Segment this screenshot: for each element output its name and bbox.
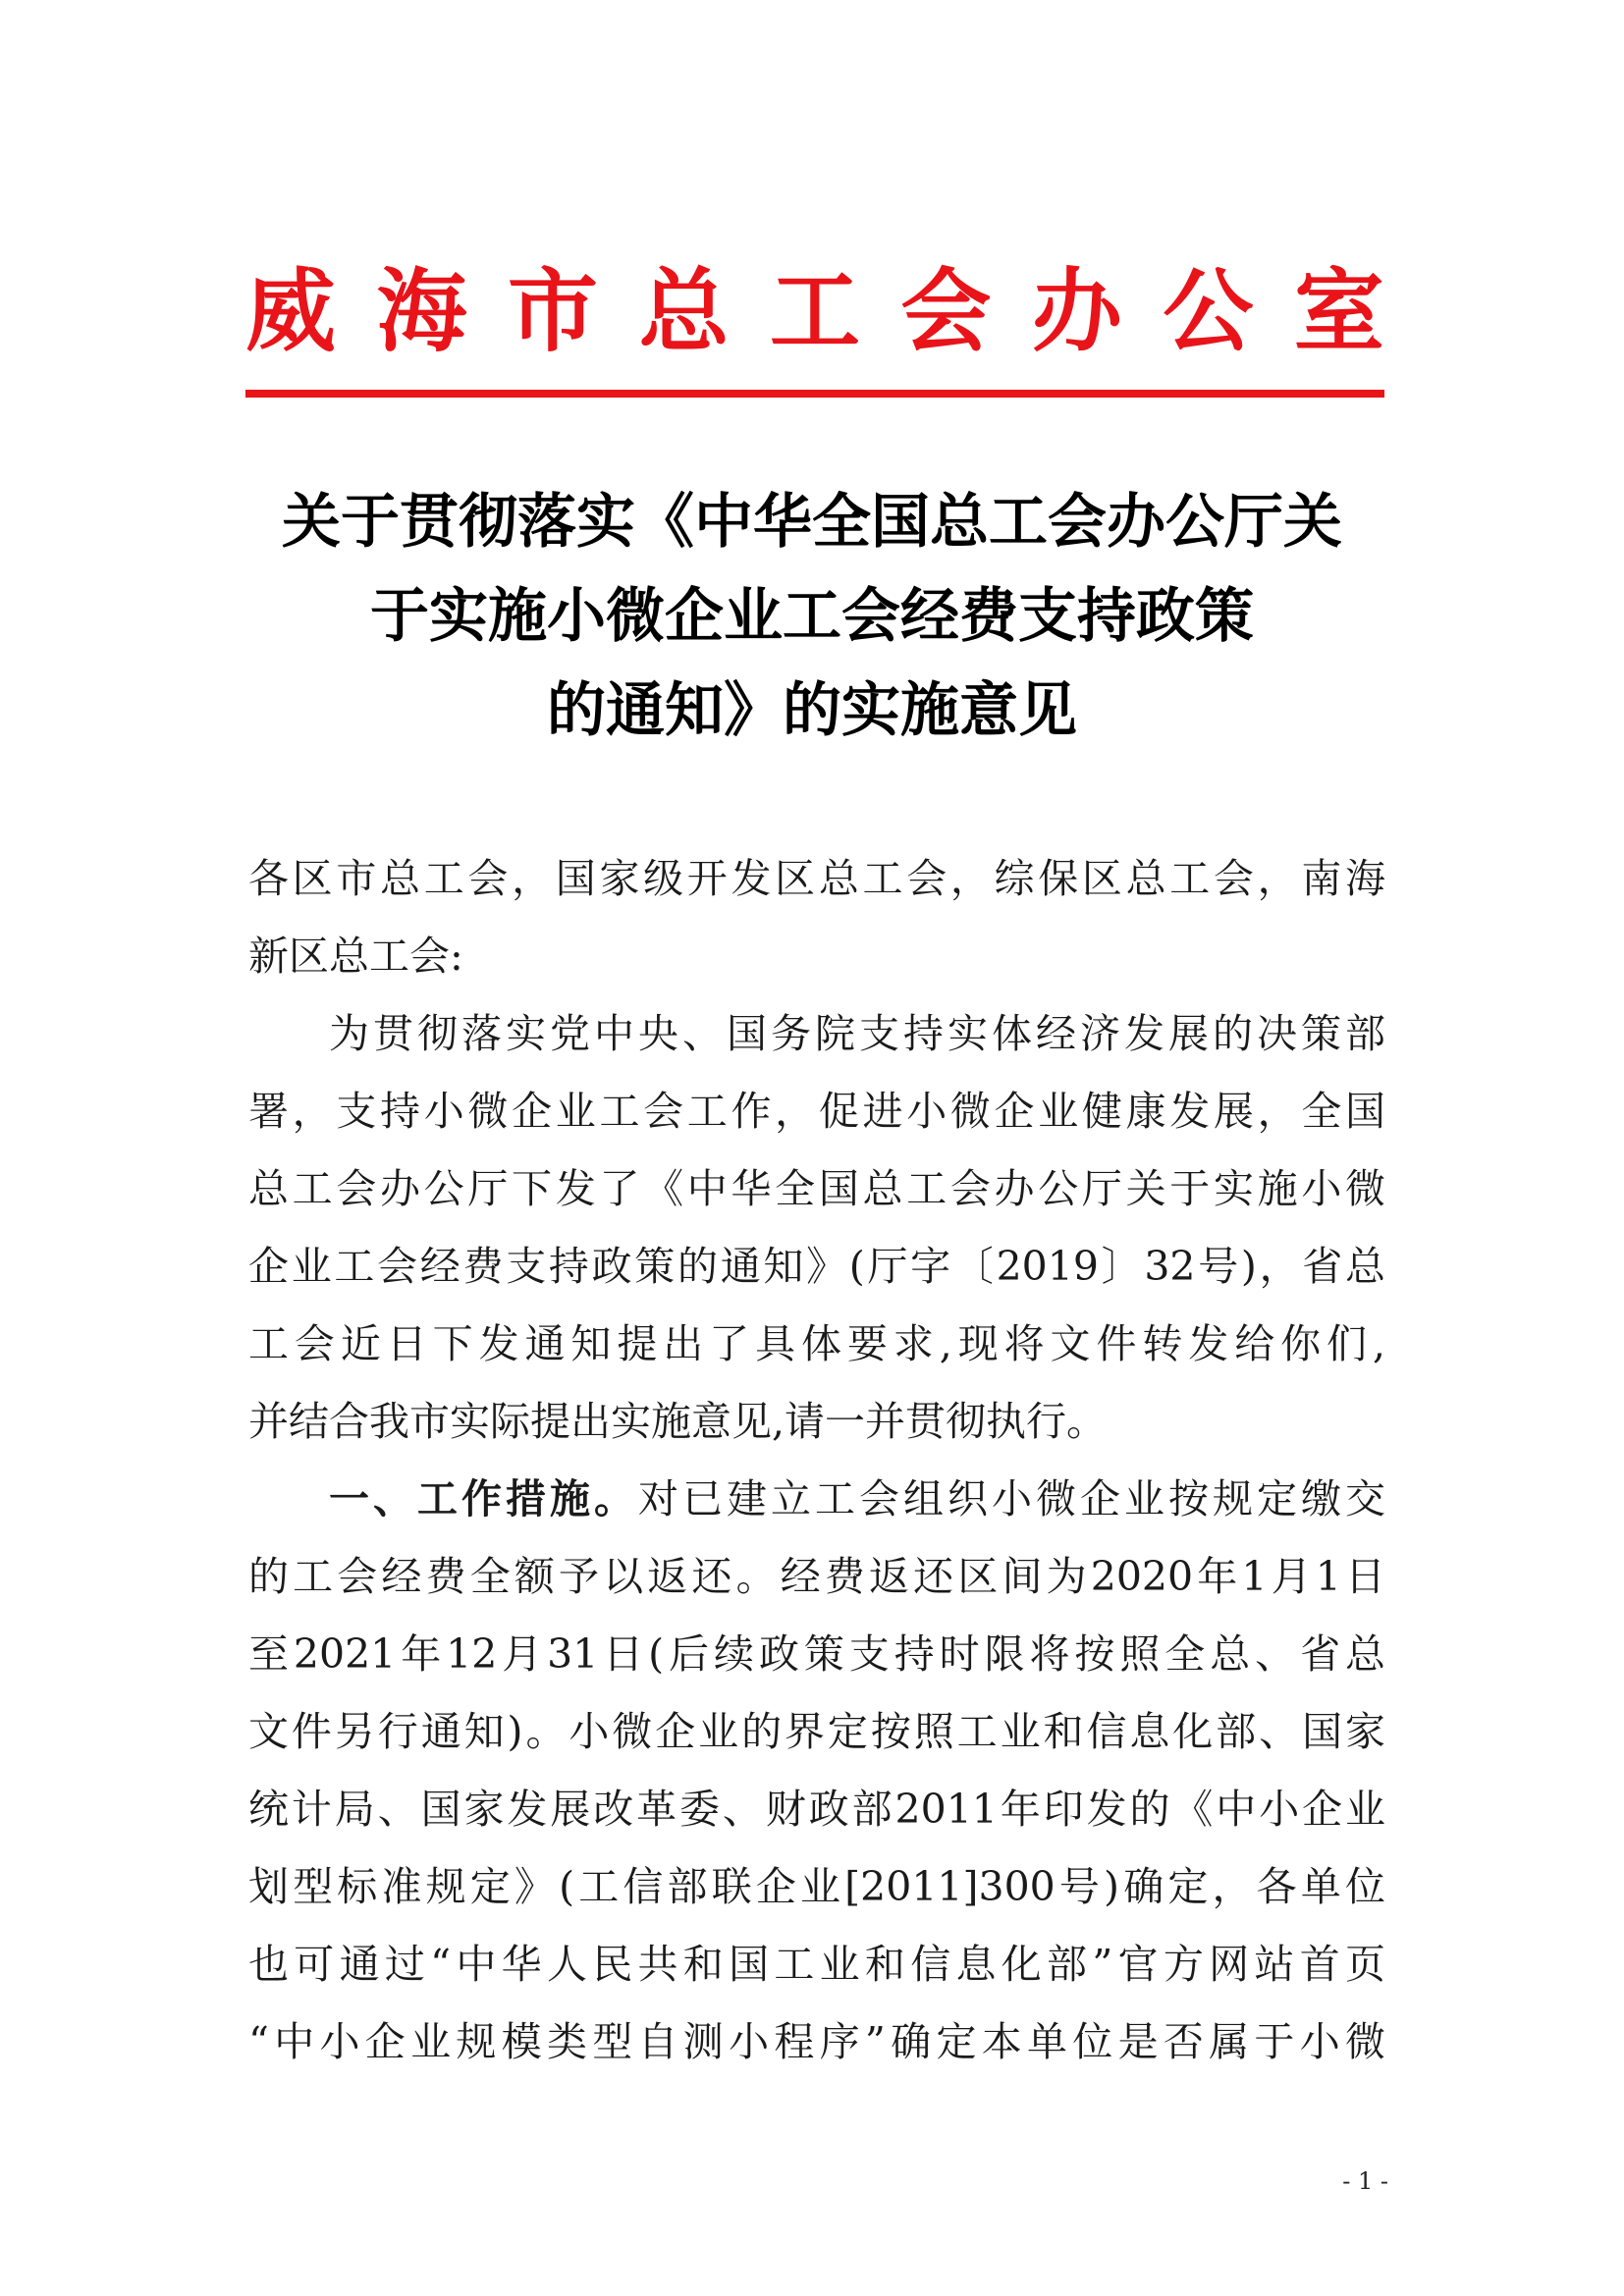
paragraph-line: 总工会办公厅下发了《中华全国总工会办公厅关于实施小微: [248, 1165, 1385, 1212]
paragraph-line: 为贯彻落实党中央、国务院支持实体经济发展的决策部: [329, 1010, 1385, 1057]
header-char: 室: [1293, 258, 1384, 364]
header-char: 海: [376, 258, 467, 364]
header-char: 会: [900, 258, 992, 364]
section-first-line: [248, 1461, 1385, 1538]
paragraph-line: 划型标准规定》(工信部联企业[2011]300号)确定，各单位: [248, 1863, 1385, 1910]
salutation-line: 各区市总工会，国家级开发区总工会，综保区总工会，南海: [248, 855, 1385, 902]
header-char: 公: [1163, 258, 1254, 364]
paragraph-line: 也可通过“中华人民共和国工业和信息化部”官方网站首页: [248, 1941, 1385, 1988]
paragraph-line: 工会近日下发通知提出了具体要求,现将文件转发给你们,: [248, 1320, 1385, 1367]
header-char: 工: [769, 258, 860, 364]
document-body: [248, 840, 1385, 2081]
paragraph-line: 文件另行通知)。小微企业的界定按照工业和信息化部、国家: [248, 1708, 1385, 1755]
red-divider-line: [245, 390, 1384, 398]
paragraph-line: 企业工会经费支持政策的通知》(厅字〔2019〕32号)，省总: [248, 1243, 1385, 1290]
issuing-office-header: [245, 257, 1384, 365]
title-line: 的通知》的实施意见: [547, 676, 1077, 745]
paragraph-line: 的工会经费全额予以返还。经费返还区间为2020年1月1日: [248, 1553, 1385, 1600]
page-number: - 1 -: [1342, 2167, 1388, 2195]
title-line: 关于贯彻落实《中华全国总工会办公厅关: [282, 488, 1342, 557]
header-char: 市: [507, 258, 598, 364]
section-heading: 一、工作措施。: [329, 1475, 638, 1522]
paragraph-line: 至2021年12月31日(后续政策支持时限将按照全总、省总: [248, 1630, 1385, 1678]
paragraph-line: 署，支持小微企业工会工作，促进小微企业健康发展，全国: [248, 1088, 1385, 1135]
header-char: 总: [638, 258, 730, 364]
document-title: [196, 475, 1428, 758]
title-line: 于实施小微企业工会经费支持政策: [370, 582, 1254, 651]
section-text: 对已建立工会组织小微企业按规定缴交: [638, 1475, 1385, 1522]
header-char: 办: [1031, 258, 1122, 364]
paragraph-line: 并结合我市实际提出实施意见,请一并贯彻执行。: [248, 1398, 1108, 1445]
paragraph-line: “中小企业规模类型自测小程序”确定本单位是否属于小微: [248, 2018, 1385, 2065]
salutation-line: 新区总工会:: [248, 933, 463, 980]
paragraph-line: 统计局、国家发展改革委、财政部2011年印发的《中小企业: [248, 1786, 1385, 1833]
header-char: 威: [245, 258, 337, 364]
